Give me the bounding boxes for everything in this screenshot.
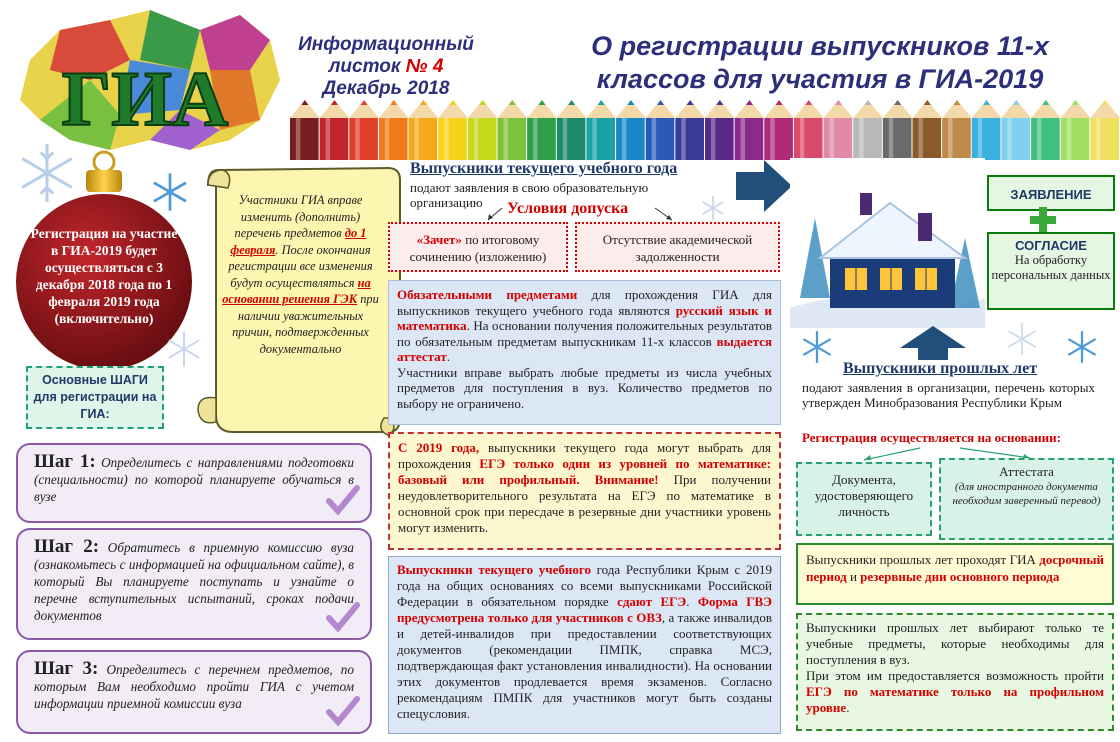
plus-icon: [1030, 207, 1056, 233]
pencil-icon: [498, 100, 528, 160]
pencil-icon: [764, 100, 794, 160]
registration-basis-title: Регистрация осуществляется на основании:: [802, 430, 1061, 445]
past-subjects-text: Выпускники прошлых лет выбирают только те учебные предметы, которые необходимы для поступления в вуз.: [806, 620, 1104, 667]
pencil-icon: [972, 100, 1002, 160]
crimea-graduates-box: Выпускники текущего учебного года Республики Крым с 2019 года на общих основаниях со всеми выпускниками Российской Федерации в обязательном порядке сдают ЕГЭ. Форма ГВЭ предусмотрена только для участников с ОВЗ, а также инвалидов и детей-инвалидов при предоставлении соответствующих документов (рекомендации ПМПК, справка МСЭ, подтверждающая факт установления инвалидности). На основании этих документов продлевается время экзаменов. Согласно рекомендациям ПМПК для участников могут быть созданы спецусловия.: [388, 556, 781, 734]
pencil-icon: [349, 100, 379, 160]
pencil-icon: [409, 100, 439, 160]
pencil-icon: [1061, 100, 1091, 160]
step-1-text: Определитесь с направлениями подготовки (специальности) по которой планируете обучаться в вузе: [34, 455, 354, 504]
certificate-title: Аттестата: [999, 464, 1054, 479]
consent-box: [987, 232, 1115, 310]
consent-title: СОГЛАСИЕ: [1015, 238, 1087, 253]
scroll-text: Участники ГИА вправе изменить (дополнить) перечень предметов до 1 февраля. После окончания регистрации все изменения будут осуществляться на основании решения ГЭК при наличии уважительных причин, подтвержденных документально: [222, 193, 379, 356]
pencil-icon: [557, 100, 587, 160]
pencil-icon: [527, 100, 557, 160]
math-level-box: С 2019 года, выпускники текущего года могут выбрать для прохождения ЕГЭ только один из уровней по математике: базовый или профильный. Внимание! При получении неудовлетворительного результата на ЕГЭ по математике в основной срок при пересдаче в резервные дни участники уровень могут изменить.: [388, 432, 781, 550]
snowflake-icon: [800, 330, 834, 364]
pencil-icon: [705, 100, 735, 160]
info-date: Декабрь 2018: [322, 78, 450, 99]
pencil-icon: [438, 100, 468, 160]
current-graduates-text: подают заявления в свою образовательную организацию: [410, 180, 649, 210]
conditions-title: Условия допуска: [507, 200, 629, 217]
elective-subjects-text: Участники вправе выбрать любые предметы из числа учебных предметов для поступления в вуз. Количество предметов по выбору не ограничено.: [397, 364, 772, 411]
step-2-card: [16, 528, 372, 640]
pencil-icon: [320, 100, 350, 160]
pencil-icon: [1031, 100, 1061, 160]
snowflake-icon: [1065, 330, 1099, 364]
step-3-label: Шаг 3:: [34, 658, 99, 679]
application-box: ЗАЯВЛЕНИЕ: [987, 175, 1115, 211]
pencil-icon: [735, 100, 765, 160]
info-number: № 4: [405, 56, 444, 77]
gek-highlight: на основании решения ГЭК: [222, 275, 371, 306]
checkmark-icon: [326, 696, 360, 726]
pencil-icon: [586, 100, 616, 160]
snowflake-icon: [16, 142, 78, 204]
registration-period-text: Регистрация на участие в ГИА-2019 будет осуществляться с 3 декабря 2018 года по 1 февраля 2019 года (включительно): [30, 226, 178, 326]
pencil-icon: [883, 100, 913, 160]
pencil-icon: [675, 100, 705, 160]
arrow-up-icon: [900, 326, 966, 360]
pencil-icon: [616, 100, 646, 160]
pencil-icon: [853, 100, 883, 160]
pencil-icon: [646, 100, 676, 160]
title-line-1: О регистрации выпускников 11-х: [591, 31, 1049, 61]
info-line-1: Информационный: [298, 34, 474, 55]
pencil-icon: [379, 100, 409, 160]
pencils-banner: [290, 96, 1120, 160]
deadline-highlight: до 1 февраля: [230, 226, 367, 257]
pencil-icon: [824, 100, 854, 160]
step-1-label: Шаг 1:: [34, 451, 96, 472]
pencil-icon: [942, 100, 972, 160]
consent-text: На обработку персональных данных: [991, 253, 1111, 282]
condition-essay: «Зачет» по итоговому сочинению (изложению): [388, 222, 568, 272]
snowflake-icon: [150, 172, 190, 212]
pencil-icon: [913, 100, 943, 160]
step-2-text: Обратитесь в приемную комиссию вуза (ознакомьтесь с информацией на официальном сайте), в который Вы планируете поступать и узнайте о перечне вступительных испытаний, сроках подачи документов: [34, 540, 354, 623]
pencil-icon: [1090, 100, 1120, 160]
gia-logo: [0, 0, 290, 160]
title-line-2: классов для участия в ГИА-2019: [596, 64, 1044, 94]
pencil-icon: [1001, 100, 1031, 160]
step-2-label: Шаг 2:: [34, 536, 100, 557]
past-graduates-subjects-box: Выпускники прошлых лет выбирают только те учебные предметы, которые необходимы для поступления в вуз. При этом им предоставляется возможность пройти ЕГЭ по математике только на профильном уровне.: [796, 613, 1114, 731]
info-line-2: листок № 4: [328, 56, 444, 77]
logo-text: ГИА: [61, 55, 229, 142]
current-graduates-title: Выпускники текущего учебного года: [410, 160, 678, 177]
checkmark-icon: [326, 485, 360, 515]
page-title: [520, 30, 1120, 96]
arrow-right-icon: [734, 158, 794, 214]
steps-label: Основные ШАГИ для регистрации на ГИА:: [26, 366, 164, 429]
pencil-icon: [290, 100, 320, 160]
step-1-card: [16, 443, 372, 523]
pencil-icon: [794, 100, 824, 160]
pencil-icon: [468, 100, 498, 160]
step-3-text: Определитесь с перечнем предметов, по которым Вам необходимо пройти ГИА с учетом информации приемной комиссии вуза: [34, 662, 354, 711]
past-graduates-periods-box: Выпускники прошлых лет проходят ГИА досрочный период и резервные дни основного периода: [796, 543, 1114, 605]
step-3-card: [16, 650, 372, 734]
checkmark-icon: [326, 602, 360, 632]
identity-document-box: Документа, удостоверяющего личность: [796, 462, 932, 536]
condition-no-debt: Отсутствие академической задолженности: [575, 222, 780, 272]
certificate-note: (для иностранного документа необходим заверенный перевод): [952, 481, 1101, 507]
mandatory-subjects-box: Обязательными предметами для прохождения ГИА для выпускников текущего учебного года являются русский язык и математика. На основании получения положительных результатов по обязательным предметам выпускникам 11-х классов выдается аттестат. Участники вправе выбрать любые предметы из числа учебных предметов для поступления в вуз. Количество предметов по выбору не ограничено.: [388, 280, 781, 425]
snowflake-icon: [1005, 322, 1039, 356]
winter-house-icon: [790, 158, 985, 328]
info-block: [288, 34, 484, 100]
certificate-box: [939, 458, 1114, 540]
past-graduates-text: подают заявления в организации, перечень которых утвержден Минобразования Республики Крым: [802, 380, 1095, 410]
past-graduates-title: Выпускники прошлых лет: [843, 360, 1038, 377]
